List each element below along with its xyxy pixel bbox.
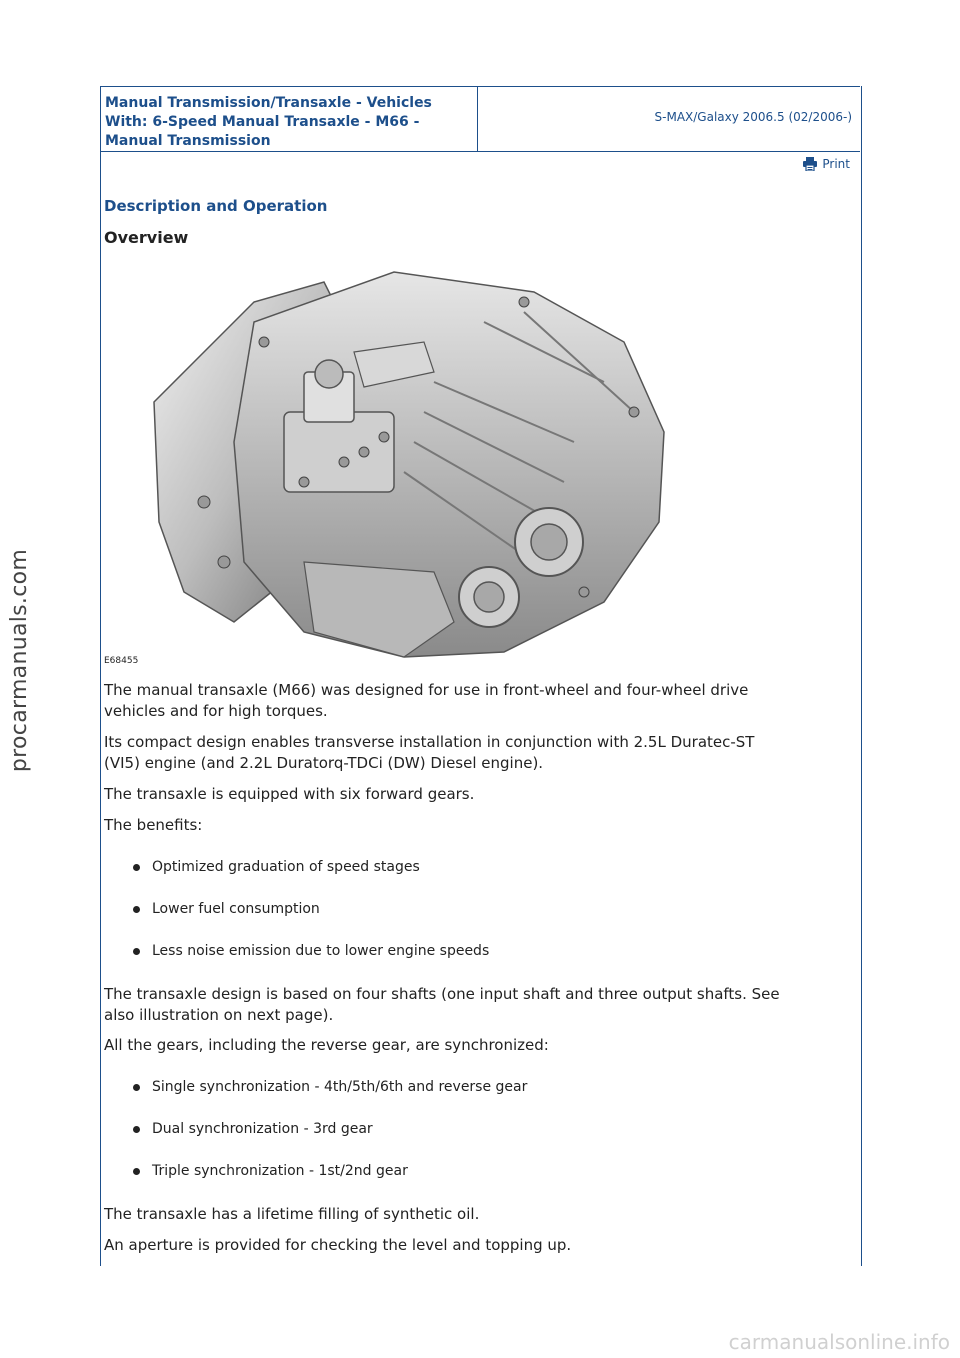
transaxle-illustration [104,262,672,670]
paragraph-design [104,732,844,774]
paragraph-gears: The transaxle is equipped with six forward gears. [104,785,475,803]
paragraph-intro-line-2: vehicles and for high torques. [104,702,328,720]
synchronization-list [104,1078,527,1204]
paragraph-aperture: An aperture is provided for checking the level and topping up. [104,1236,572,1254]
transaxle-drawing [104,262,672,670]
paragraph-synchronized: All the gears, including the reverse gear, are synchronized: [104,1036,549,1054]
title-line-3: Manual Transmission [105,133,271,149]
section-heading: Description and Operation [104,197,328,215]
side-watermark [4,548,36,772]
paragraph-intro-line-1: The manual transaxle (M66) was designed for use in front-wheel and four-wheel drive [104,681,749,699]
footer-watermark: carmanualsonline.info [728,1330,950,1354]
paragraph-intro [104,680,844,722]
paragraph-design-line-1: Its compact design enables transverse installation in conjunction with 2.5L Duratec-ST [104,733,755,751]
list-item: Less noise emission due to lower engine speeds [104,942,489,984]
list-item: Optimized graduation of speed stages [104,858,489,900]
benefits-list [104,858,489,984]
print-label: Print [822,157,850,171]
paragraph-design-line-2: (VI5) engine (and 2.2L Duratorq-TDCi (DW) Diesel engine). [104,754,544,772]
paragraph-benefits-intro: The benefits: [104,816,203,834]
list-item: Single synchronization - 4th/5th/6th and reverse gear [104,1078,527,1120]
printer-icon [802,157,818,171]
paragraph-oil: The transaxle has a lifetime filling of synthetic oil. [104,1205,480,1223]
list-item: Lower fuel consumption [104,900,489,942]
paragraph-shafts-line-2: also illustration on next page). [104,1006,334,1024]
document-title [100,87,478,151]
overview-heading: Overview [104,228,189,247]
figure-label: E68455 [104,656,139,666]
paragraph-shafts-line-1: The transaxle design is based on four shafts (one input shaft and three output shafts. See [104,985,780,1003]
header-table [100,86,860,152]
list-item: Triple synchronization - 1st/2nd gear [104,1162,527,1204]
vehicle-model: S-MAX/Galaxy 2006.5 (02/2006-) [654,110,852,124]
paragraph-shafts [104,984,844,1026]
title-line-1: Manual Transmission/Transaxle - Vehicles [105,95,432,111]
side-watermark-text: procarmanuals.com [7,548,33,772]
title-line-2: With: 6-Speed Manual Transaxle - M66 - [105,114,420,130]
list-item: Dual synchronization - 3rd gear [104,1120,527,1162]
print-button[interactable] [802,157,850,171]
